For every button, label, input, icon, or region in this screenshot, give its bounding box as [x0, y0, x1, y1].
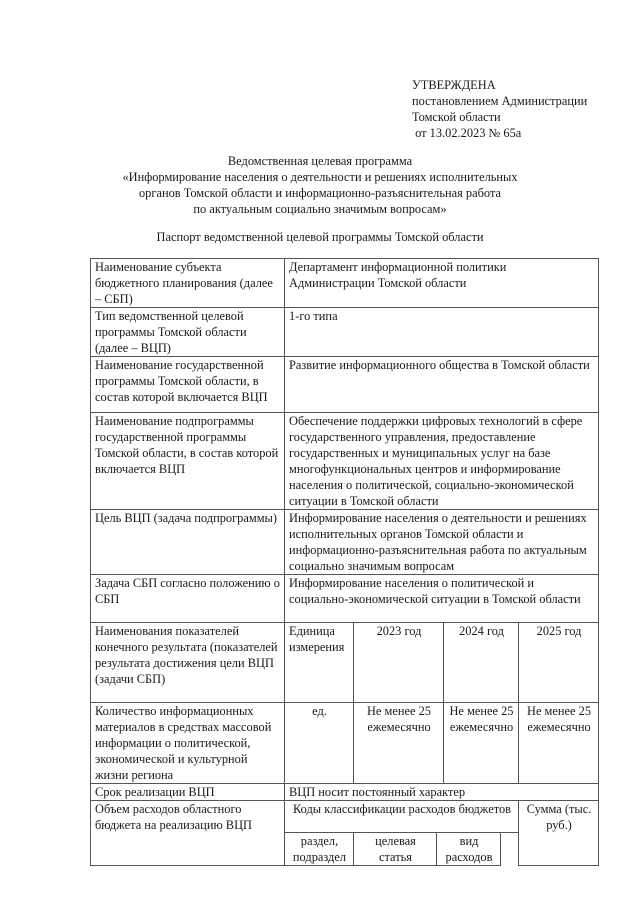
row-label: Задача СБП согласно положению о СБП: [91, 575, 285, 623]
title-line: «Информирование населения о деятельности и решениях исполнительных: [122, 170, 518, 184]
title-line: Ведомственная целевая программа: [227, 154, 413, 168]
sum-header: Сумма (тыс. руб.): [519, 801, 599, 866]
row-label: Наименование подпрограммы государственной программы Томской области, в состав которой включается ВЦП: [91, 413, 285, 510]
passport-title: Паспорт ведомственной целевой программы Томской области: [156, 230, 484, 244]
approval-stamp: [412, 77, 632, 141]
subheader-target-article: целевая статья: [354, 833, 437, 866]
subheader-expense-type: вид расходов: [437, 833, 501, 866]
indicator-value-2025: Не менее 25 ежемесячно: [519, 703, 599, 784]
approval-heading: УТВЕРЖДЕНА: [412, 78, 496, 92]
approval-line: Томской области: [412, 110, 501, 124]
term-value: ВЦП носит постоянный характер: [285, 784, 599, 801]
row-value: Обеспечение поддержки цифровых технологий в сфере государственного управления, предоставление государственных и муниципальных услуг на базе многофункциональных центров и информирование населения о политической, социально-экономической ситуации в Томской области: [285, 413, 599, 510]
indicator-value-2023: Не менее 25 ежемесячно: [354, 703, 444, 784]
row-value: Департамент информационной политики Администрации Томской области: [285, 259, 599, 308]
indicator-value-2024: Не менее 25 ежемесячно: [444, 703, 519, 784]
title-line: органов Томской области и информационно-разъяснительная работа: [138, 186, 502, 200]
row-label: Цель ВЦП (задача подпрограммы): [91, 510, 285, 575]
year-header-2024: 2024 год: [444, 623, 519, 703]
row-label: Наименование субъекта бюджетного планирования (далее – СБП): [91, 259, 285, 308]
program-title: [100, 153, 540, 217]
table-row: [91, 510, 599, 575]
budget-label: Объем расходов областного бюджета на реализацию ВЦП: [91, 801, 285, 866]
year-header-2023: 2023 год: [354, 623, 444, 703]
row-value: Информирование населения о деятельности и решениях исполнительных органов Томской области и информационно-разъяснительная работа по актуальным социально значимым вопросам: [285, 510, 599, 575]
table-row: [91, 413, 599, 510]
table-row: [91, 308, 599, 357]
indicator-row: [91, 703, 599, 784]
row-label: Тип ведомственной целевой программы Томской области (далее – ВЦП): [91, 308, 285, 357]
table-row: [91, 575, 599, 623]
codes-header: Коды классификации расходов бюджетов: [285, 801, 519, 833]
term-label: Срок реализации ВЦП: [91, 784, 285, 801]
indicators-label: Наименования показателей конечного результата (показателей результата достижения цели ВЦП (задачи СБП): [91, 623, 285, 703]
year-header-2025: 2025 год: [519, 623, 599, 703]
term-row: [91, 784, 599, 801]
approval-line: постановлением Администрации: [412, 94, 588, 108]
approval-date: от 13.02.2023 № 65а: [412, 126, 522, 140]
indicator-name: Количество информационных материалов в средствах массовой информации о политической, экономической и культурной жизни региона: [91, 703, 285, 784]
table-row: [91, 357, 599, 413]
unit-header: Единица измерения: [285, 623, 354, 703]
row-label: Наименование государственной программы Томской области, в состав которой включается ВЦП: [91, 357, 285, 413]
table-row: [91, 259, 599, 308]
row-value: 1-го типа: [285, 308, 599, 357]
subheader-section: раздел, подраздел: [285, 833, 354, 866]
row-value: Развитие информационного общества в Томской области: [285, 357, 599, 413]
row-value: Информирование населения о политической и социально-экономической ситуации в Томской области: [285, 575, 599, 623]
title-line: по актуальным социально значимым вопросам»: [193, 202, 447, 216]
budget-header-row: [91, 801, 599, 833]
passport-table: [90, 258, 599, 866]
indicators-header-row: [91, 623, 599, 703]
indicator-unit: ед.: [285, 703, 354, 784]
